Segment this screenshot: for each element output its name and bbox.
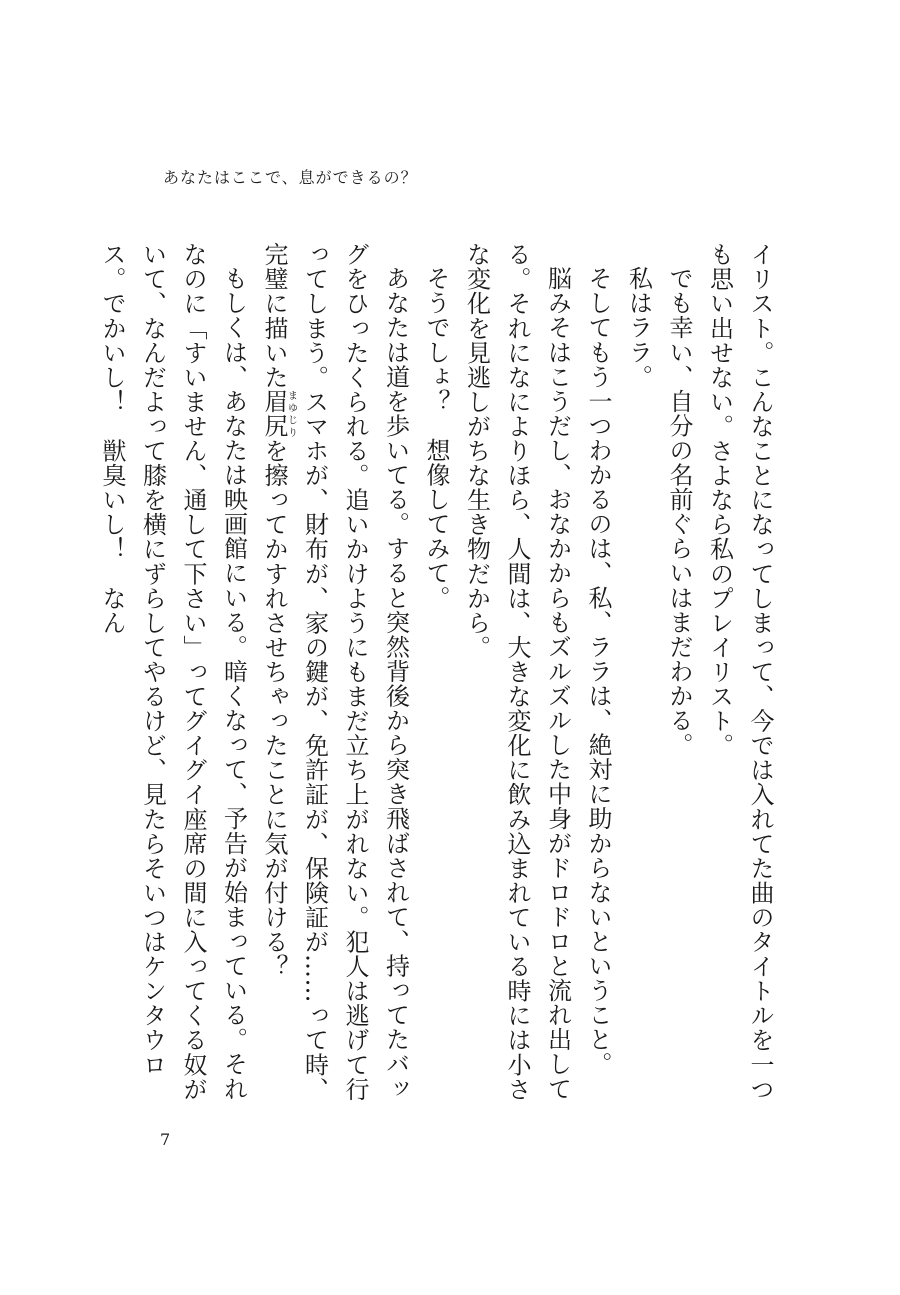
paragraph: そうでしょ？ 想像してみて。 [422,266,450,610]
paragraph: 私はララ。 [624,266,653,389]
paragraph-text: あなたは道を歩いてる。すると突然背後から突き飛ばされて、持ってたバッグをひったくられる。追いかけようにもまだ立ち上がれない。犯人は逃げて行ってしまう。スマホが、財布が、家の鍵が、免許証が、保険証が……って時、完璧に描いた [260,242,410,1102]
body-text [98,242,780,1102]
paragraph: もしくは、あなたは映画館にいる。暗くなって、予告が始まっている。それなのに「すいません、通して下さい」ってグイグイ座席の間に入ってくる奴がいて、なんだよって膝を横にずらしてやるけど、見たらそいつはケンタウロス。でかいし！ 獣臭いし！ なん [98,242,248,1102]
ruby-reading: まゆじり [285,389,297,439]
page-number: 7 [160,1130,171,1149]
paragraph: イリスト。こんなことになってしまって、今では入れてた曲のタイトルを一つも思い出せない。さよなら私のプレイリスト。 [705,242,774,1102]
paragraph: 脳みそはこうだし、おなかからもズルズルした中身がドロドロと流れ出してる。それになによりほら、人間は、大きな変化に飲み込まれている時には小さな変化を見逃しがちな生き物だから。 [462,242,572,1102]
paragraph: でも幸い、自分の名前ぐらいはまだわかる。 [665,266,693,757]
ruby-annotation [260,389,297,439]
paragraph: そしてもう一つわかるのは、私、ララは、絶対に助からないということ。 [584,266,612,1077]
paragraph-with-ruby [254,242,416,1102]
running-title: あなたはここで、息ができるの？ [163,168,418,187]
ruby-base: 眉尻 [260,389,288,439]
paragraph-text: を擦ってかすれさせちゃったことに気が付ける？ [260,438,288,979]
